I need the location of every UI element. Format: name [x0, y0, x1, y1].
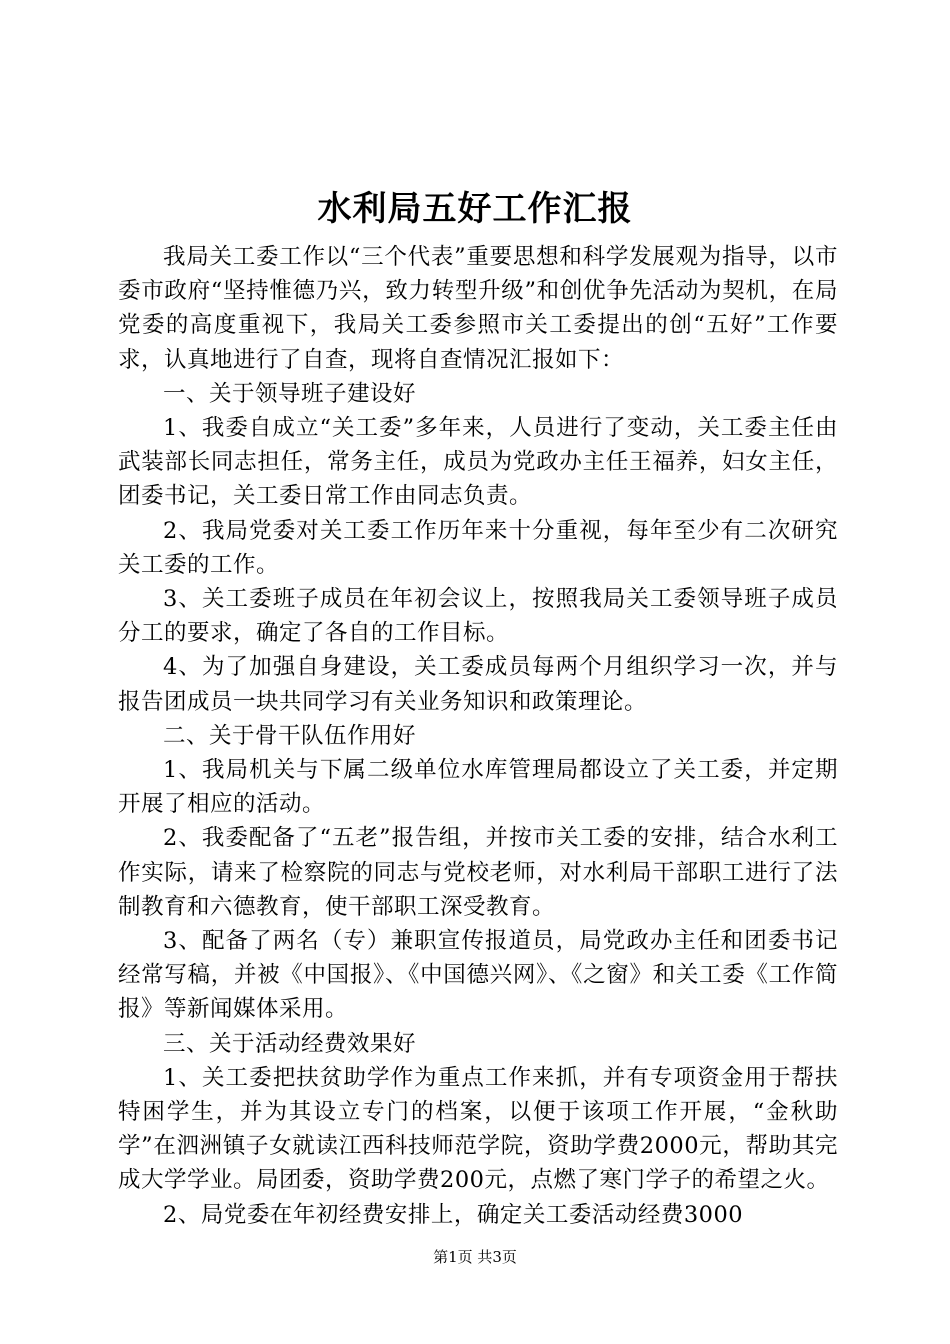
section-heading-backbone-team: 二、关于骨干队伍作用好: [163, 722, 417, 749]
document-body: [118, 240, 838, 1232]
paragraph: 2、我委配备了“五老”报告组，并按市关工委的安排，结合水利工作实际，请来了检察院的同志与党校老师，对水利局干部职工进行了法制教育和六德教育，使干部职工深受教育。: [118, 825, 838, 920]
paragraph: 3、关工委班子成员在年初会议上，按照我局关工委领导班子成员分工的要求，确定了各自的工作目标。: [118, 586, 838, 647]
paragraph-intro: 我局关工委工作以“三个代表”重要思想和科学发展观为指导，以市委市政府“坚持惟德乃兴，致力转型升级”和创优争先活动为契机，在局党委的高度重视下，我局关工委参照市关工委提出的创“五好”工作要求，认真地进行了自查，现将自查情况汇报如下：: [118, 244, 838, 373]
paragraph: 4、为了加强自身建设，关工委成员每两个月组织学习一次，并与报告团成员一块共同学习有关业务知识和政策理论。: [118, 654, 838, 715]
paragraph: 2、我局党委对关工委工作历年来十分重视，每年至少有二次研究关工委的工作。: [118, 517, 838, 578]
paragraph: 1、我局机关与下属二级单位水库管理局都设立了关工委，并定期开展了相应的活动。: [118, 757, 838, 818]
paragraph: 2、局党委在年初经费安排上，确定关工委活动经费3000: [163, 1201, 744, 1228]
paragraph: 1、我委自成立“关工委”多年来，人员进行了变动，关工委主任由武装部长同志担任，常务主任，成员为党政办主任王福养，妇女主任，团委书记，关工委日常工作由同志负责。: [118, 415, 838, 510]
paragraph: 3、配备了两名（专）兼职宣传报道员，局党政办主任和团委书记经常写稿，并被《中国报》、《中国德兴网》、《之窗》和关工委《工作简报》等新闻媒体采用。: [118, 928, 838, 1023]
paragraph: 1、关工委把扶贫助学作为重点工作来抓，并有专项资金用于帮扶特困学生，并为其设立专门的档案，以便于该项工作开展，“金秋助学”在泗洲镇子女就读江西科技师范学院，资助学费2000元，帮助其完成大学学业。局团委，资助学费200元，点燃了寒门学子的希望之火。: [118, 1064, 838, 1194]
page-number-footer: 第1页 共3页: [433, 1248, 517, 1266]
section-heading-activity-funds: 三、关于活动经费效果好: [163, 1030, 417, 1057]
section-heading-leadership: 一、关于领导班子建设好: [163, 380, 417, 407]
document-title: 水利局五好工作汇报: [317, 189, 633, 229]
